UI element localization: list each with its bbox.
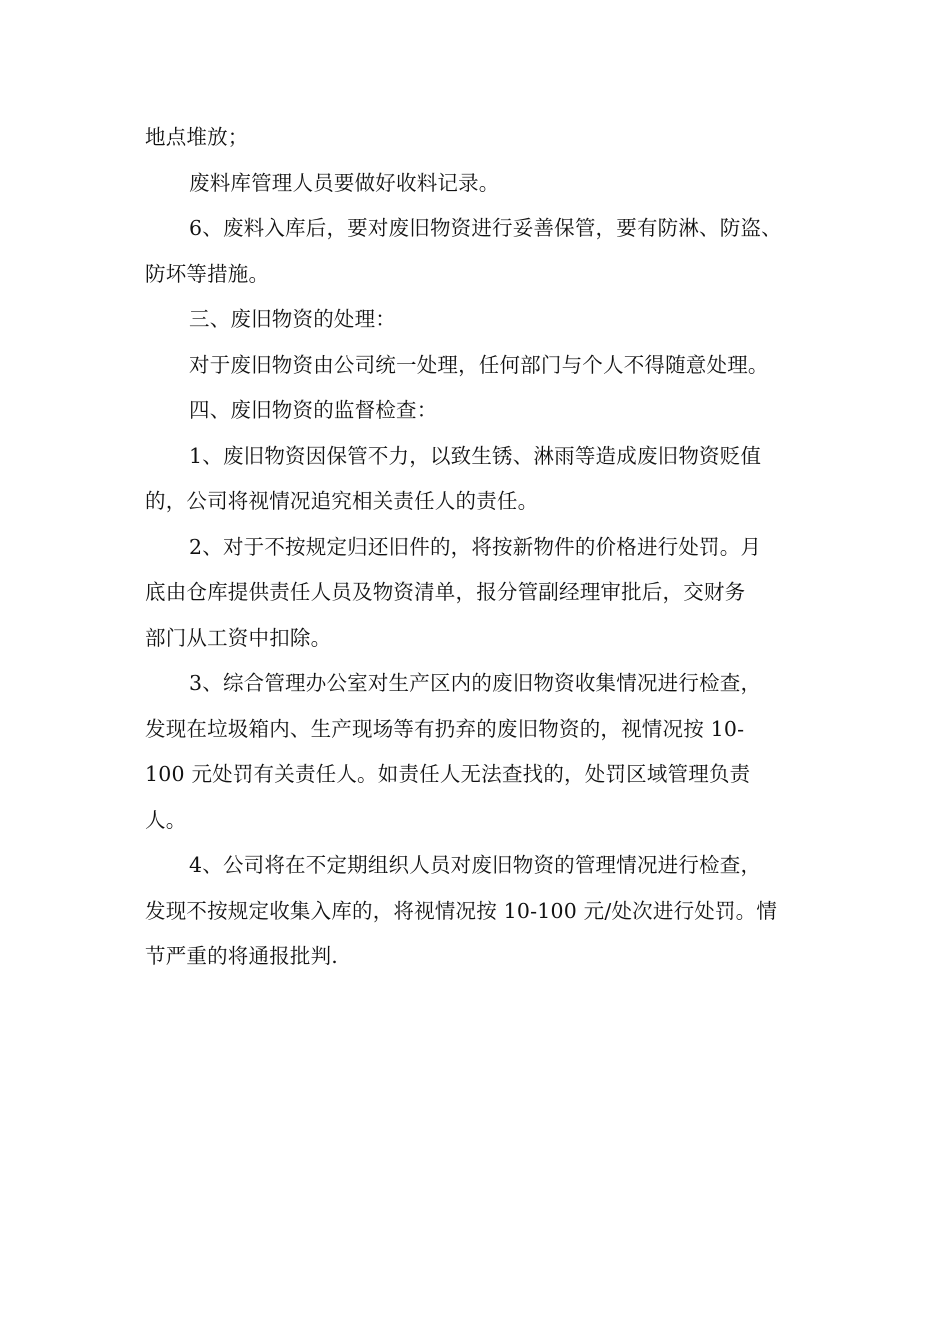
text-line: 地点堆放； xyxy=(145,125,249,149)
text-line: 发现在垃圾箱内、生产现场等有扔弃的废旧物资的，视情况按 10- xyxy=(145,716,745,741)
section-heading: 四、废旧物资的监督检查： xyxy=(189,398,438,422)
text-line: 底由仓库提供责任人员及物资清单，报分管副经理审批后，交财务 xyxy=(145,580,746,604)
document-body xyxy=(145,115,825,980)
text-line: 防坏等措施。 xyxy=(145,261,270,286)
text-line: 人。 xyxy=(145,807,187,832)
text-line: 2、对于不按规定归还旧件的，将按新物件的价格进行处罚。月 xyxy=(189,534,762,559)
text-line: 部门从工资中扣除。 xyxy=(145,625,332,650)
text-line: 6、废料入库后，要对废旧物资进行妥善保管，要有防淋、防盗、 xyxy=(189,216,782,240)
text-line: 3、综合管理办公室对生产区内的废旧物资收集情况进行检查， xyxy=(189,671,762,695)
text-line: 4、公司将在不定期组织人员对废旧物资的管理情况进行检查， xyxy=(189,853,762,877)
text-line: 100 元处罚有关责任人。如责任人无法查找的，处罚区域管理负责 xyxy=(145,762,751,786)
section-heading: 三、废旧物资的处理： xyxy=(189,307,396,331)
text-line: 节严重的将通报批判. xyxy=(145,944,339,968)
text-line: 废料库管理人员要做好收料记录。 xyxy=(189,170,500,195)
text-line: 的，公司将视情况追究相关责任人的责任。 xyxy=(145,489,539,513)
text-line: 1、废旧物资因保管不力，以致生锈、淋雨等造成废旧物资贬值 xyxy=(189,443,762,468)
text-line: 发现不按规定收集入库的，将视情况按 10-100 元/处次进行处罚。情 xyxy=(145,898,778,923)
text-line: 对于废旧物资由公司统一处理，任何部门与个人不得随意处理。 xyxy=(189,352,769,377)
